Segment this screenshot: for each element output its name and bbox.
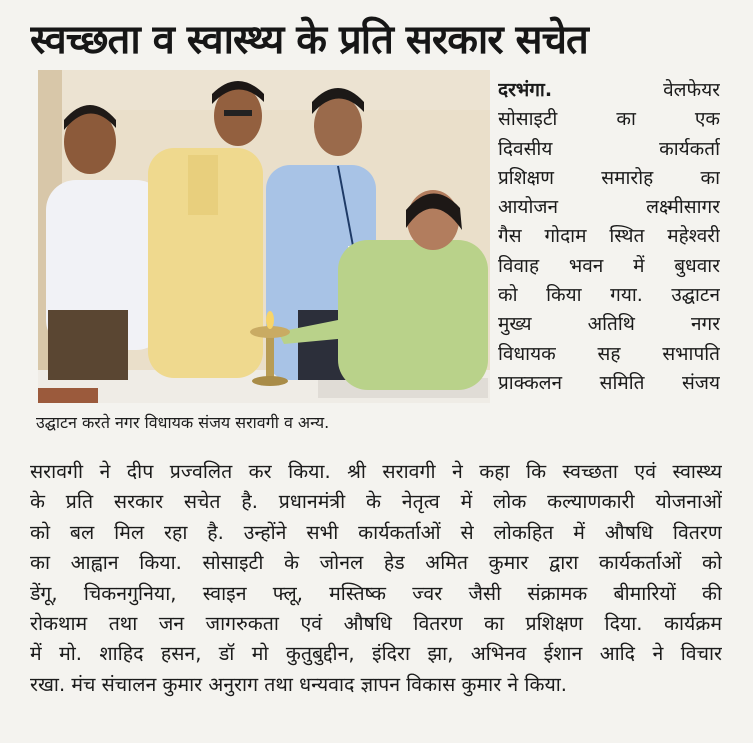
side-line-6: गैस गोदाम स्थित महेश्वरी xyxy=(498,225,720,248)
body-line-2: के प्रति सरकार सचेत है. प्रधानमंत्री के नेतृत्व में लोक कल्याणकारी योजनाओं xyxy=(30,490,722,514)
side-line-7: विवाह भवन में बुधवार xyxy=(498,254,720,277)
side-column xyxy=(498,76,720,456)
top-cropped-strip xyxy=(0,0,753,12)
body-line-5: डेंगू, चिकनगुनिया, स्वाइन फ्लू, मस्तिष्क ज्वर जैसी संक्रामक बीमारियों की xyxy=(30,581,722,605)
body-line-3: को बल मिल रहा है. उन्होंने सभी कार्यकर्ताओं से लोकहित में औषधि वितरण xyxy=(30,520,722,544)
side-line-8: को किया गया. उद्घाटन xyxy=(498,284,720,307)
side-line-5: आयोजन लक्ष्मीसागर xyxy=(498,196,720,219)
article-photo xyxy=(38,70,490,403)
side-line-10: विधायक सह सभापति xyxy=(498,342,720,365)
side-line-1: दरभंगा. वेलफेयर xyxy=(498,79,720,101)
dateline: दरभंगा. xyxy=(498,79,553,101)
side-line-3: दिवसीय कार्यकर्ता xyxy=(498,137,720,160)
side-line-2: सोसाइटी का एक xyxy=(498,108,720,131)
article-headline: स्वच्छता व स्वास्थ्य के प्रति सरकार सचेत xyxy=(30,17,588,63)
side-line-4: प्रशिक्षण समारोह का xyxy=(498,166,720,189)
body-line-1: सरावगी ने दीप प्रज्वलित कर किया. श्री सरावगी ने कहा कि स्वच्छता एवं स्वास्थ्य xyxy=(30,460,722,483)
body-line-4: का आह्वान किया. सोसाइटी के जोनल हेड अमित कुमार द्वारा कार्यकर्ताओं को xyxy=(30,551,722,575)
side-line-11: प्राक्कलन समिति संजय xyxy=(498,371,720,394)
photo-caption: उद्घाटन करते नगर विधायक संजय सरावगी व अन्य. xyxy=(36,413,330,432)
article-body xyxy=(30,457,722,737)
body-line-8: रखा. मंच संचालन कुमार अनुराग तथा धन्यवाद ज्ञापन विकास कुमार ने किया. xyxy=(30,672,567,696)
body-line-6: रोकथाम तथा जन जागरुकता एवं औषधि वितरण का प्रशिक्षण दिया. कार्यक्रम xyxy=(30,611,722,635)
side-line-9: मुख्य अतिथि नगर xyxy=(498,313,720,336)
lamp-lighting-photo xyxy=(38,70,490,403)
body-line-7: में मो. शाहिद हसन, डॉ मो कुतुबुद्दीन, इंदिरा झा, अभिनव ईशान आदि ने विचार xyxy=(30,642,722,666)
